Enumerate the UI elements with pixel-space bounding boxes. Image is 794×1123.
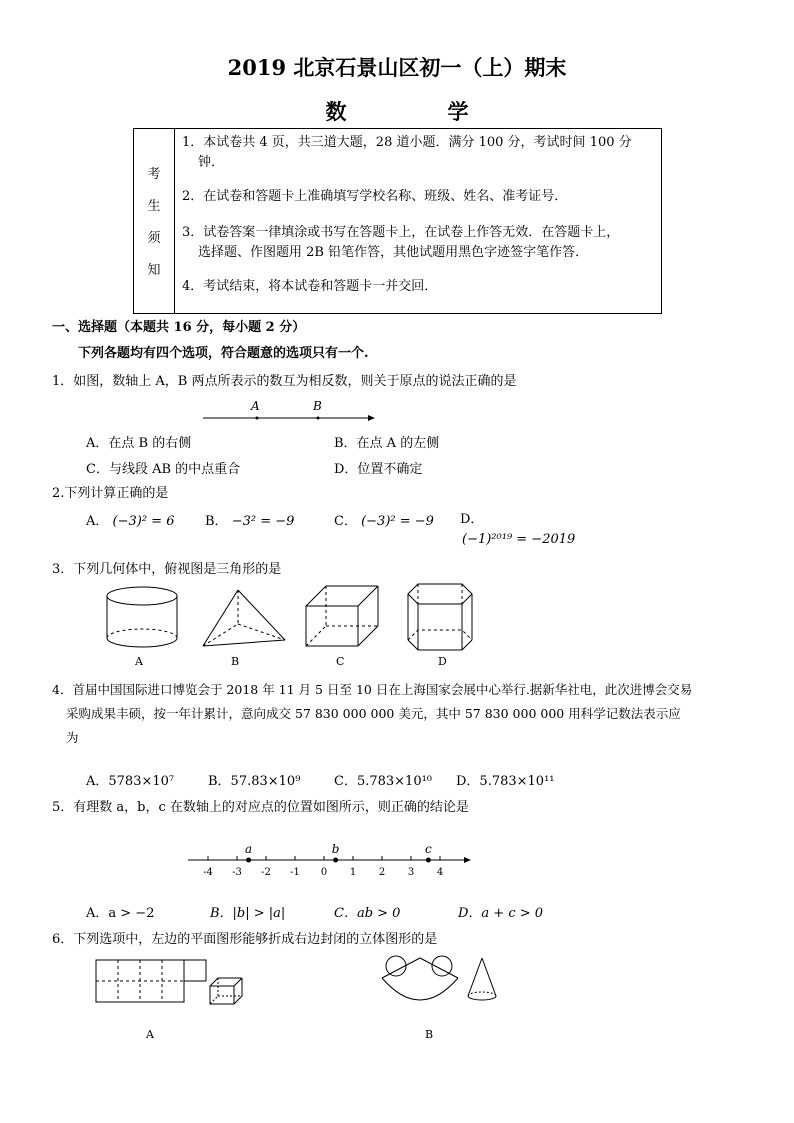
axis-tick-label: 1 xyxy=(349,867,357,878)
q2-option-b xyxy=(205,510,294,529)
q2-option-a-label: A． xyxy=(86,514,109,529)
point-b xyxy=(333,858,338,863)
point-label-c: c xyxy=(425,842,432,856)
q6-label-b: B xyxy=(425,1028,434,1041)
q4-stem-line1: 4．首届中国国际进口博览会于 2018 年 11 月 5 日至 10 日在上海国家会展中心举行.据新华社电，此次进博会交易 xyxy=(52,682,693,697)
q6-stem: 6．下列选项中，左边的平面图形能够折成右边封闭的立体图形的是 xyxy=(52,932,438,947)
q1-option-d: D．位置不确定 xyxy=(334,462,423,477)
q3-label-d: D xyxy=(438,655,447,668)
q6-figures xyxy=(90,952,510,1022)
q2-option-b-label: B． xyxy=(205,514,228,529)
axis-tick-label: -1 xyxy=(290,867,300,878)
q3-stem: 3．下列几何体中，俯视图是三角形的是 xyxy=(52,562,282,577)
q2-option-b-expr: −3² = −9 xyxy=(231,514,295,529)
q1-axis-label: A xyxy=(251,399,260,413)
notice-item-4: 4．考试结束，将本试卷和答题卡一并交回． xyxy=(182,279,438,294)
q2-option-c xyxy=(334,510,434,529)
q2-option-c-expr: (−3)² = −9 xyxy=(361,514,434,529)
point-label-a: a xyxy=(245,842,253,856)
axis-arrow xyxy=(464,857,471,863)
q4-option-c: C．5.783×10¹⁰ xyxy=(334,774,433,789)
point-label-b: b xyxy=(331,842,340,856)
notice-item-2: 2．在试卷和答题卡上准确填写学校名称、班级、姓名、准考证号． xyxy=(182,189,568,204)
notice-item-3-cont: 选择题、作图题用 2B 铅笔作答，其他试题用黑色字迹签字笔作答． xyxy=(198,245,589,260)
point-c xyxy=(426,858,431,863)
cube-net-shape xyxy=(96,960,206,1002)
q1-option-b: B．在点 A 的左侧 xyxy=(334,436,440,451)
q5-option-b: B．|b| > |a| xyxy=(210,906,286,921)
exam-title: 2019 北京石景山区初一（上）期末 xyxy=(227,55,567,80)
notice-item-1-cont: 钟． xyxy=(198,155,225,170)
q2-stem: 2.下列计算正确的是 xyxy=(52,486,169,501)
triangular-pyramid-shape xyxy=(203,590,285,646)
q5-number-line xyxy=(186,838,476,878)
q1-stem: 1．如图，数轴上 A，B 两点所表示的数互为相反数，则关于原点的说法正确的是 xyxy=(52,374,517,389)
q3-label-c: C xyxy=(336,655,345,668)
q4-stem-line2: 采购成果丰硕，按一年计累计，意向成交 57 830 000 000 美元，其中 57 830 000 000 用科学记数法表示应 xyxy=(66,706,681,721)
exam-subject: 数 学 xyxy=(325,99,509,124)
section-instruction: 下列各题均有四个选项，符合题意的选项只有一个. xyxy=(78,346,369,361)
q2-option-a xyxy=(86,510,174,529)
point-a xyxy=(246,858,251,863)
q2-option-d-expr: (−1)²⁰¹⁹ = −2019 xyxy=(462,532,576,547)
axis-tick-label: -4 xyxy=(203,867,213,878)
q4-stem-line3: 为 xyxy=(66,730,79,745)
q2-option-c-label: C． xyxy=(334,514,357,529)
small-cube-shape xyxy=(210,978,242,1004)
cylinder-shape xyxy=(107,587,177,647)
cone-shape xyxy=(468,958,496,1000)
notice-label-char: 知 xyxy=(147,263,161,278)
notice-label-char: 须 xyxy=(147,231,161,246)
q1-axis-label: B xyxy=(313,399,322,413)
notice-label xyxy=(134,129,175,313)
notice-item-3: 3．试卷答案一律填涂或书写在答题卡上，在试卷上作答无效．在答题卡上， xyxy=(182,225,620,240)
notice-label-char: 生 xyxy=(147,199,161,214)
axis-tick-label: 2 xyxy=(378,867,386,878)
cone-net-shape xyxy=(382,956,458,1000)
q5-stem: 5．有理数 a，b，c 在数轴上的对应点的位置如图所示，则正确的结论是 xyxy=(52,800,469,815)
hexagonal-prism-shape xyxy=(408,584,472,650)
axis-tick-label: -3 xyxy=(232,867,242,878)
q4-option-b: B．57.83×10⁹ xyxy=(208,774,301,789)
notice-item-1: 1．本试卷共 4 页，共三道大题，28 道小题．满分 100 分，考试时间 100 分 xyxy=(182,135,632,150)
q3-label-a: A xyxy=(135,655,143,668)
q1-number-line xyxy=(200,396,380,426)
q5-option-a: A．a > −2 xyxy=(86,906,155,921)
q2-option-d-label: D． xyxy=(460,512,484,527)
axis-tick-label: 3 xyxy=(407,867,415,878)
q4-option-a: A．5783×10⁷ xyxy=(86,774,175,789)
q3-label-b: B xyxy=(231,655,240,668)
axis-tick-label: 0 xyxy=(320,867,328,878)
q6-label-a: A xyxy=(146,1028,154,1041)
q1-option-a: A．在点 B 的右侧 xyxy=(86,436,192,451)
q4-option-d: D．5.783×10¹¹ xyxy=(456,774,555,789)
q5-option-c: C．ab > 0 xyxy=(334,906,401,921)
axis-tick-label: -2 xyxy=(261,867,271,878)
notice-label-char: 考 xyxy=(147,167,161,182)
q1-option-c: C．与线段 AB 的中点重合 xyxy=(86,462,241,477)
q3-solids-figure xyxy=(100,582,490,652)
section-heading: 一、选择题（本题共 16 分，每小题 2 分） xyxy=(52,320,306,335)
cube-shape xyxy=(306,586,378,646)
exam-notice-box xyxy=(133,128,662,314)
axis-tick-label: 4 xyxy=(436,867,444,878)
q2-option-a-expr: (−3)² = 6 xyxy=(112,514,175,529)
q5-option-d: D．a + c > 0 xyxy=(458,906,544,921)
